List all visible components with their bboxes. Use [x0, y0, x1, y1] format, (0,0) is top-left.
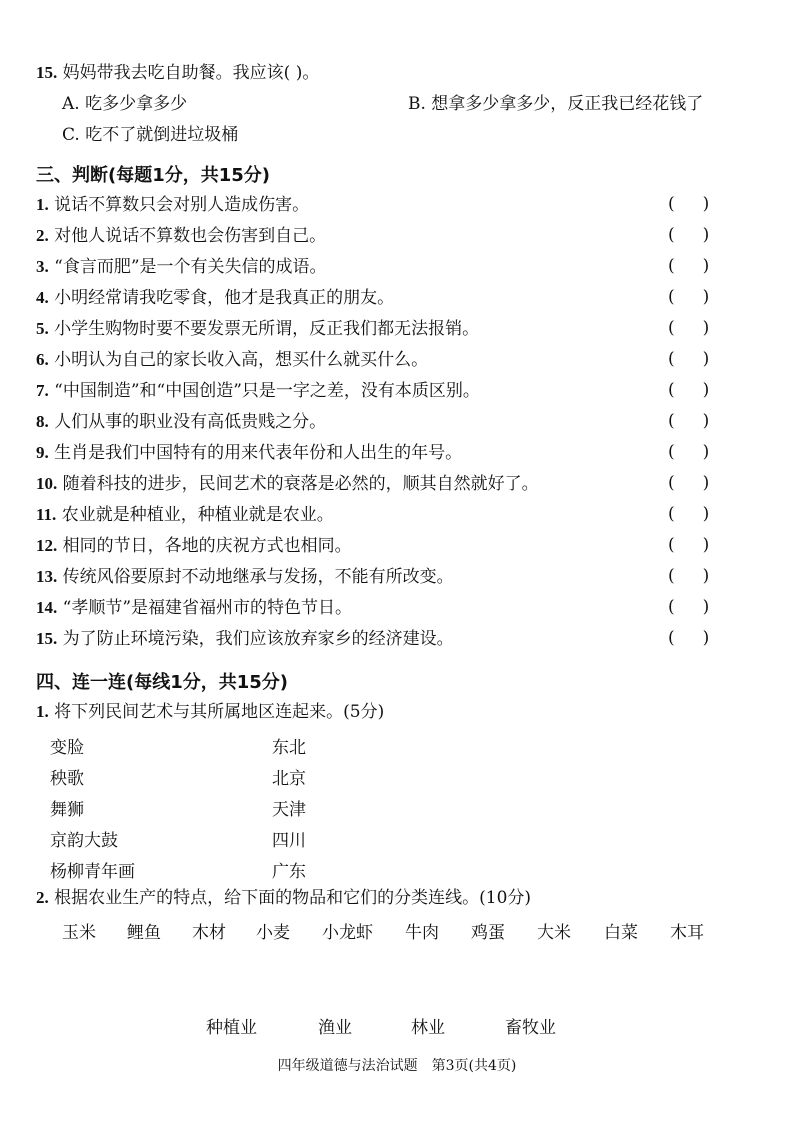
- judge-item-text: 随着科技的进步，民间艺术的衰落是必然的，顺其自然就好了。: [62, 474, 539, 494]
- answer-blank-close: ): [702, 473, 710, 493]
- matching-q1-number: 1.: [36, 702, 49, 721]
- judge-item-text: 生肖是我们中国特有的用来代表年份和人出生的年号。: [54, 443, 463, 463]
- judge-item-text: 对他人说话不算数也会伤害到自己。: [54, 226, 327, 246]
- product-item[interactable]: 鲤鱼: [127, 923, 161, 943]
- folk-art-item[interactable]: 杨柳青年画: [50, 862, 135, 882]
- judge-item-number: 11.: [36, 505, 57, 524]
- answer-blank-close: ): [702, 442, 710, 462]
- judge-item-number: 9.: [36, 443, 49, 462]
- q15-option-c: C. 吃不了就倒进垃圾桶: [62, 125, 239, 145]
- product-item[interactable]: 大米: [537, 923, 571, 943]
- answer-blank-open: (: [668, 225, 675, 245]
- judge-item-text: 传统风俗要原封不动地继承与发扬，不能有所改变。: [62, 567, 454, 587]
- judge-item: [36, 411, 326, 433]
- judge-item-text: “孝顺节”是福建省福州市的特色节日。: [62, 598, 353, 618]
- answer-blank-open: (: [668, 256, 675, 276]
- product-item[interactable]: 玉米: [62, 923, 96, 943]
- region-item[interactable]: 天津: [272, 800, 306, 820]
- judge-item: [36, 256, 327, 278]
- answer-blank-open: (: [668, 535, 675, 555]
- judge-item: [36, 535, 352, 557]
- answer-blank[interactable]: [668, 535, 709, 555]
- answer-blank-close: ): [702, 318, 710, 338]
- answer-blank[interactable]: [668, 566, 709, 586]
- q15-number: 15.: [36, 63, 58, 82]
- judge-item: [36, 194, 309, 216]
- region-item[interactable]: 北京: [272, 769, 306, 789]
- folk-art-item[interactable]: 变脸: [50, 738, 84, 758]
- answer-blank-close: ): [702, 380, 710, 400]
- judge-item-text: 相同的节日，各地的庆祝方式也相同。: [62, 536, 352, 556]
- category-item[interactable]: 林业: [411, 1018, 445, 1038]
- answer-blank[interactable]: [668, 256, 709, 276]
- answer-blank[interactable]: [668, 225, 709, 245]
- answer-blank[interactable]: [668, 287, 709, 307]
- answer-blank-close: ): [702, 256, 710, 276]
- answer-blank-open: (: [668, 473, 675, 493]
- matching-q2-text: 根据农业生产的特点，给下面的物品和它们的分类连线。(10分): [54, 888, 532, 908]
- answer-blank-open: (: [668, 566, 675, 586]
- answer-blank[interactable]: [668, 628, 709, 648]
- judge-item: [36, 318, 479, 340]
- q15-option-b: B. 想拿多少拿多少，反正我已经花钱了: [408, 94, 704, 114]
- judge-item-number: 5.: [36, 319, 49, 338]
- judge-item-text: 农业就是种植业，种植业就是农业。: [61, 505, 334, 525]
- answer-blank[interactable]: [668, 318, 709, 338]
- folk-art-item[interactable]: 秧歌: [50, 769, 84, 789]
- region-item[interactable]: 东北: [272, 738, 306, 758]
- answer-blank-open: (: [668, 287, 675, 307]
- page-footer: 四年级道德与法治试题 第3页(共4页): [277, 1058, 517, 1074]
- judge-item-number: 14.: [36, 598, 58, 617]
- answer-blank-open: (: [668, 380, 675, 400]
- judge-item: [36, 287, 394, 309]
- judge-item-number: 4.: [36, 288, 49, 307]
- product-item[interactable]: 牛肉: [405, 923, 439, 943]
- judge-item-number: 6.: [36, 350, 49, 369]
- q15-text: 妈妈带我去吃自助餐。我应该( )。: [62, 63, 320, 83]
- judge-item: [36, 628, 454, 650]
- answer-blank[interactable]: [668, 504, 709, 524]
- answer-blank[interactable]: [668, 411, 709, 431]
- judge-item-number: 2.: [36, 226, 49, 245]
- answer-blank-open: (: [668, 597, 675, 617]
- matching-q2: [36, 887, 531, 909]
- product-item[interactable]: 鸡蛋: [471, 923, 505, 943]
- category-item[interactable]: 畜牧业: [505, 1018, 556, 1038]
- judge-item-text: “食言而肥”是一个有关失信的成语。: [54, 257, 327, 277]
- answer-blank-open: (: [668, 411, 675, 431]
- judge-item: [36, 504, 334, 526]
- judge-item-text: 小明认为自己的家长收入高，想买什么就买什么。: [54, 350, 429, 370]
- judge-item-text: 小明经常请我吃零食，他才是我真正的朋友。: [54, 288, 395, 308]
- answer-blank-close: ): [702, 194, 710, 214]
- judge-item-number: 13.: [36, 567, 58, 586]
- matching-q1-text: 将下列民间艺术与其所属地区连起来。(5分): [54, 702, 385, 722]
- category-item[interactable]: 种植业: [206, 1018, 257, 1038]
- answer-blank-open: (: [668, 628, 675, 648]
- answer-blank-close: ): [702, 349, 710, 369]
- folk-art-item[interactable]: 京韵大鼓: [50, 831, 118, 851]
- judge-item-text: 小学生购物时要不要发票无所谓，反正我们都无法报销。: [54, 319, 480, 339]
- judge-item: [36, 597, 352, 619]
- judge-item-number: 8.: [36, 412, 49, 431]
- section3-title: 三、判断(每题1分，共15分): [36, 165, 271, 186]
- product-item[interactable]: 小麦: [256, 923, 290, 943]
- judge-item: [36, 225, 326, 247]
- product-item[interactable]: 木材: [192, 923, 226, 943]
- matching-q2-number: 2.: [36, 888, 49, 907]
- answer-blank-close: ): [702, 535, 710, 555]
- matching-q1: [36, 701, 384, 723]
- answer-blank[interactable]: [668, 442, 709, 462]
- answer-blank-close: ): [702, 628, 710, 648]
- answer-blank-open: (: [668, 194, 675, 214]
- judge-item-number: 1.: [36, 195, 49, 214]
- answer-blank-open: (: [668, 318, 675, 338]
- judge-item-number: 7.: [36, 381, 49, 400]
- judge-item-text: 人们从事的职业没有高低贵贱之分。: [54, 412, 327, 432]
- judge-item-text: “中国制造”和“中国创造”只是一字之差，没有本质区别。: [54, 381, 480, 401]
- answer-blank-close: ): [702, 597, 710, 617]
- judge-item-number: 10.: [36, 474, 58, 493]
- answer-blank[interactable]: [668, 473, 709, 493]
- answer-blank-open: (: [668, 442, 675, 462]
- judge-item: [36, 473, 539, 495]
- section4-title: 四、连一连(每线1分，共15分): [36, 672, 289, 693]
- answer-blank[interactable]: [668, 597, 709, 617]
- product-item[interactable]: 白菜: [604, 923, 638, 943]
- judge-item: [36, 349, 428, 371]
- judge-item-text: 说话不算数只会对别人造成伤害。: [54, 195, 310, 215]
- q15-question: [36, 62, 319, 84]
- answer-blank-close: ): [702, 225, 710, 245]
- judge-item-number: 3.: [36, 257, 49, 276]
- answer-blank-close: ): [702, 504, 710, 524]
- product-item[interactable]: 小龙虾: [322, 923, 373, 943]
- folk-art-item[interactable]: 舞狮: [50, 800, 84, 820]
- judge-item-number: 12.: [36, 536, 58, 555]
- category-item[interactable]: 渔业: [318, 1018, 352, 1038]
- answer-blank[interactable]: [668, 380, 709, 400]
- answer-blank-close: ): [702, 566, 710, 586]
- answer-blank-open: (: [668, 504, 675, 524]
- q15-option-a: A. 吃多少拿多少: [62, 94, 188, 114]
- judge-item: [36, 566, 454, 588]
- region-item[interactable]: 广东: [272, 862, 306, 882]
- judge-item-text: 为了防止环境污染，我们应该放弃家乡的经济建设。: [62, 629, 454, 649]
- judge-item: [36, 380, 480, 402]
- answer-blank[interactable]: [668, 194, 709, 214]
- judge-item-number: 15.: [36, 629, 58, 648]
- answer-blank-open: (: [668, 349, 675, 369]
- answer-blank-close: ): [702, 287, 710, 307]
- product-item[interactable]: 木耳: [670, 923, 704, 943]
- region-item[interactable]: 四川: [272, 831, 306, 851]
- answer-blank[interactable]: [668, 349, 709, 369]
- answer-blank-close: ): [702, 411, 710, 431]
- judge-item: [36, 442, 462, 464]
